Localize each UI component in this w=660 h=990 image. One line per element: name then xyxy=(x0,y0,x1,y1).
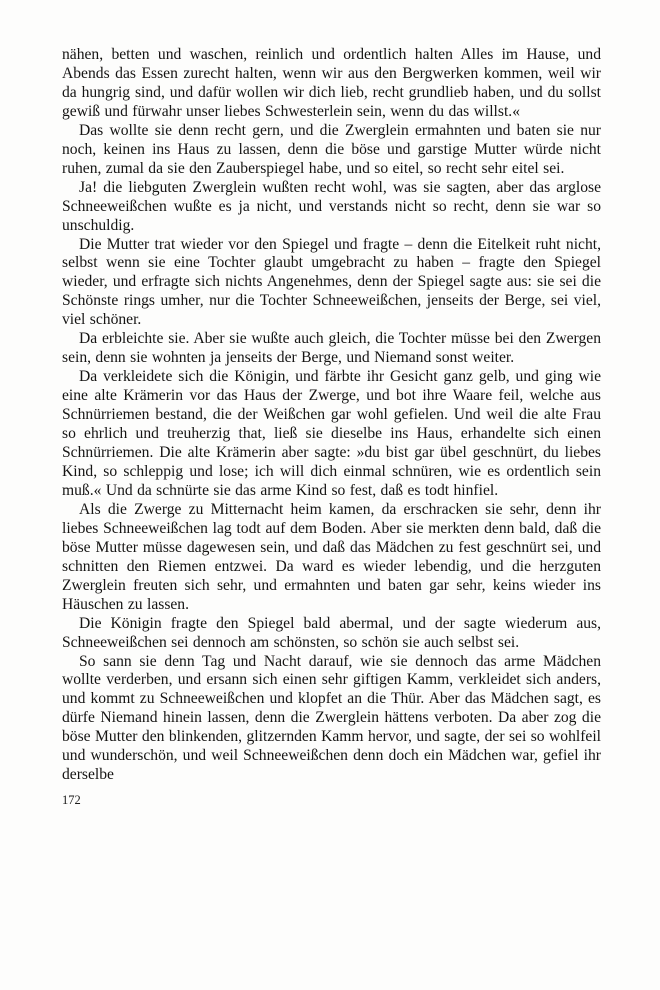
paragraph: Das wollte sie denn recht gern, und die Zwerglein ermahnten und baten sie nur noch, keinen ins Haus zu lassen, denn die böse und garstige Mutter würde nicht ruhen, zumal da sie den Zauberspiegel habe, und so eitel, so recht sehr eitel sei. xyxy=(62,121,601,177)
paragraph: Die Königin fragte den Spiegel bald abermal, und der sagte wiederum aus, Schneeweißchen sei dennoch am schönsten, so schön sie auch selbst sei. xyxy=(62,614,601,651)
paragraph: nähen, betten und waschen, reinlich und ordentlich halten Alles im Hause, und Abends das Essen zurecht halten, wenn wir aus den Bergwerken kommen, weil wir da hungrig sind, und dafür wollen wir dich lieb, recht grundlieb haben, und du sollst gewiß und fürwahr unser liebes Schwesterlein sein, wenn du das willst.« xyxy=(62,46,601,120)
paragraph: Als die Zwerge zu Mitternacht heim kamen, da erschracken sie sehr, denn ihr liebes Schneeweißchen lag todt auf dem Boden. Aber sie merkten denn bald, daß die böse Mutter müsse dagewesen sein, und daß das Mädchen zu fest geschnürt sei, und schnitten den Riemen entzwei. Da ward es wieder lebendig, und die herzguten Zwerglein freuten sich sehr, und ermahnten und baten gar sehr, keins wieder ins Häuschen zu lassen. xyxy=(62,500,601,613)
page-text xyxy=(62,46,601,785)
paragraph: So sann sie denn Tag und Nacht darauf, wie sie dennoch das arme Mädchen wollte verderben, und ersann sich einen sehr giftigen Kamm, verkleidet sich anders, und kommt zu Schneeweißchen und klopfet an die Thür. Aber das Mädchen sagt, es dürfe Niemand hinein lassen, denn die Zwerglein hättens verboten. Da aber zog die böse Mutter den blinkenden, glitzernden Kamm hervor, und sagte, der sei so wohlfeil und wunderschön, und weil Schneeweißchen denn doch ein Mädchen war, gefiel ihr derselbe xyxy=(62,652,601,784)
paragraph: Da verkleidete sich die Königin, und färbte ihr Gesicht ganz gelb, und ging wie eine alte Krämerin vor das Haus der Zwerge, und bot ihre Waare feil, welche aus Schnürriemen bestand, die der Weißchen gar wohl gefielen. Und weil die alte Frau so ehrlich und treuherzig that, ließ sie dieselbe ins Haus, erhandelte sich einen Schnürriemen. Die alte Krämerin aber sagte: »du bist gar übel geschnürt, du liebes Kind, so schleppig und lose; ich will dich einmal schnüren, wie es ordentlich sein muß.« Und da schnürte sie das arme Kind so fest, daß es todt hinfiel. xyxy=(62,368,601,499)
page-number: 172 xyxy=(62,793,81,808)
paragraph: Da erbleichte sie. Aber sie wußte auch gleich, die Tochter müsse bei den Zwergen sein, denn sie wohnten ja jenseits der Berge, und Niemand sonst weiter. xyxy=(62,330,601,367)
paragraph: Die Mutter trat wieder vor den Spiegel und fragte – denn die Eitelkeit ruht nicht, selbst wenn sie eine Tochter glaubt umgebracht zu haben – fragte den Spiegel wieder, und erfragte sich nichts Angenehmes, denn der Spiegel sagte aus: sie sei die Schönste rings umher, nur die Tochter Schneeweißchen, jenseits der Berge, sei viel, viel schöner. xyxy=(62,235,601,329)
paragraph: Ja! die liebguten Zwerglein wußten recht wohl, was sie sagten, aber das arglose Schneeweißchen wußte es ja nicht, und verstands nicht so recht, denn sie war so unschuldig. xyxy=(62,178,601,234)
